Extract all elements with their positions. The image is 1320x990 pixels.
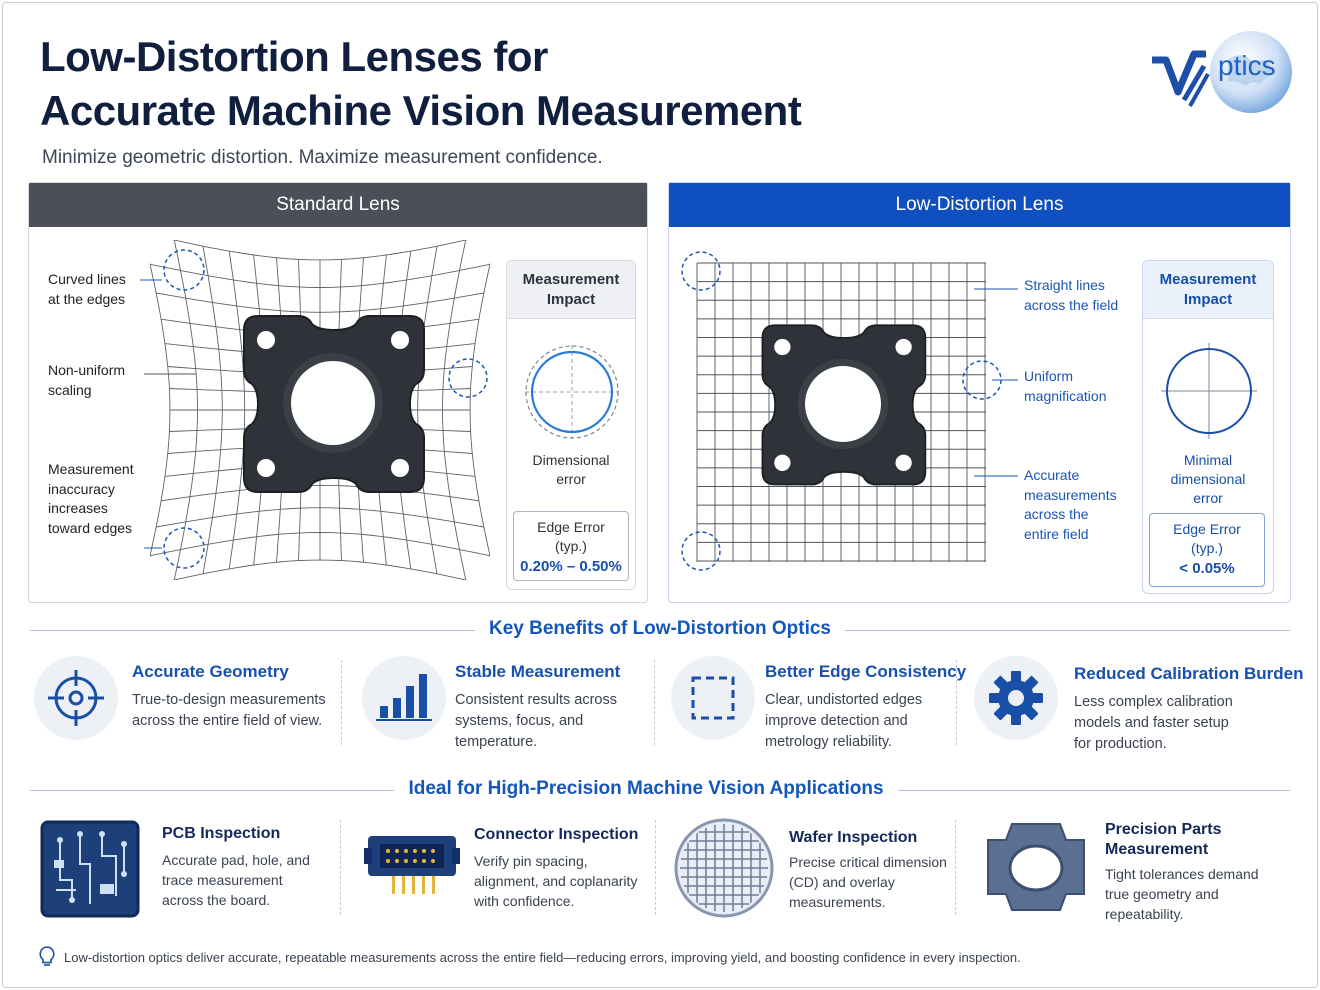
brand-logo — [1148, 30, 1298, 120]
standard-lens-heading: Standard Lens — [29, 183, 647, 227]
applications-heading-wrap — [0, 778, 1292, 800]
annotation-inaccuracy: Measurement inaccuracy increases toward edges — [48, 461, 134, 536]
benefits-heading: Key Benefits of Low-Distortion Optics — [475, 618, 845, 639]
app-wafer: Wafer Inspection Precise critical dimension (CD) and overlay measurements. — [789, 829, 947, 910]
annotation-curved-lines: Curved lines at the edges — [48, 271, 126, 307]
benefit-stable-measurement: Stable Measurement Consistent results across systems, focus, and temperature. — [455, 662, 621, 750]
title-line-1: Low-Distortion Lenses for — [40, 33, 548, 80]
page-title — [40, 30, 801, 138]
benefit-icon-wrap — [34, 656, 118, 740]
benefits-heading-wrap — [0, 618, 1320, 640]
edge-error-value: < 0.05% — [1179, 560, 1235, 577]
annotation-non-uniform: Non-uniform scaling — [48, 362, 126, 398]
app-divider — [340, 820, 341, 915]
benefit-icon-wrap — [362, 656, 446, 740]
benefit-accurate-geometry: Accurate Geometry True-to-design measurements across the entire field of view. — [132, 662, 326, 729]
benefit-icon-wrap — [974, 656, 1058, 740]
benefit-edge-consistency: Better Edge Consistency Clear, undistorted edges improve detection and metrology reliability. — [765, 662, 967, 750]
app-connector: Connector Inspection Verify pin spacing, alignment, and coplanarity with confidence. — [474, 826, 639, 909]
impact-heading: Measurement Impact — [507, 261, 635, 319]
edge-error-value: 0.20% – 0.50% — [520, 558, 622, 575]
impact-label: Dimensional error — [532, 452, 610, 487]
low-distortion-callouts — [676, 244, 1026, 584]
low-distortion-heading: Low-Distortion Lens — [669, 183, 1290, 227]
app-divider — [655, 820, 656, 915]
crosshair-icon — [34, 656, 118, 740]
benefit-icon-wrap — [671, 656, 755, 740]
impact-heading: Measurement Impact — [1143, 261, 1273, 319]
benefit-divider — [956, 660, 957, 745]
applications-heading: Ideal for High-Precision Machine Vision Applications — [394, 778, 897, 799]
edge-error-box: Edge Error (typ.) < 0.05% — [1149, 513, 1265, 587]
title-line-2: Accurate Machine Vision Measurement — [40, 87, 802, 134]
dashed-square-icon — [671, 656, 755, 740]
app-divider — [955, 820, 956, 915]
low-distortion-impact-card — [1142, 260, 1274, 594]
benefit-calibration: Reduced Calibration Burden Less complex calibration models and faster setup for production. — [1074, 664, 1304, 752]
pcb-icon — [40, 820, 140, 918]
app-pcb: PCB Inspection Accurate pad, hole, and trace measurement across the board. — [162, 825, 310, 908]
annotation-uniform: Uniform magnification — [1024, 368, 1107, 404]
benefit-divider — [654, 660, 655, 745]
benefit-divider — [341, 660, 342, 745]
annotation-straight-lines: Straight lines across the field — [1024, 277, 1119, 313]
wafer-icon — [672, 816, 776, 920]
logo-wordmark: ptics — [1218, 50, 1276, 81]
gear-icon — [974, 656, 1058, 740]
annotation-accurate: Accurate measurements across the entire field — [1024, 467, 1117, 542]
standard-callouts — [140, 240, 500, 580]
impact-label: Minimal dimensional error — [1170, 452, 1246, 506]
minimal-error-circle-icon — [1159, 341, 1259, 441]
lightbulb-icon — [38, 945, 56, 969]
precision-part-icon — [982, 818, 1090, 922]
app-precision-parts: Precision Parts Measurement Tight tolerances demand true geometry and repeatability. — [1105, 821, 1259, 922]
page-subtitle: Minimize geometric distortion. Maximize measurement confidence. — [42, 147, 603, 168]
footer-text: Low-distortion optics deliver accurate, repeatable measurements across the entire field—reducing errors, improving yield, and boosting confidence in every inspection. — [64, 950, 1021, 965]
standard-impact-card — [506, 260, 636, 590]
dimensional-error-circle-icon — [521, 341, 623, 443]
edge-error-box: Edge Error (typ.) 0.20% – 0.50% — [513, 511, 629, 581]
connector-icon — [362, 828, 462, 898]
bar-chart-icon — [362, 656, 446, 740]
